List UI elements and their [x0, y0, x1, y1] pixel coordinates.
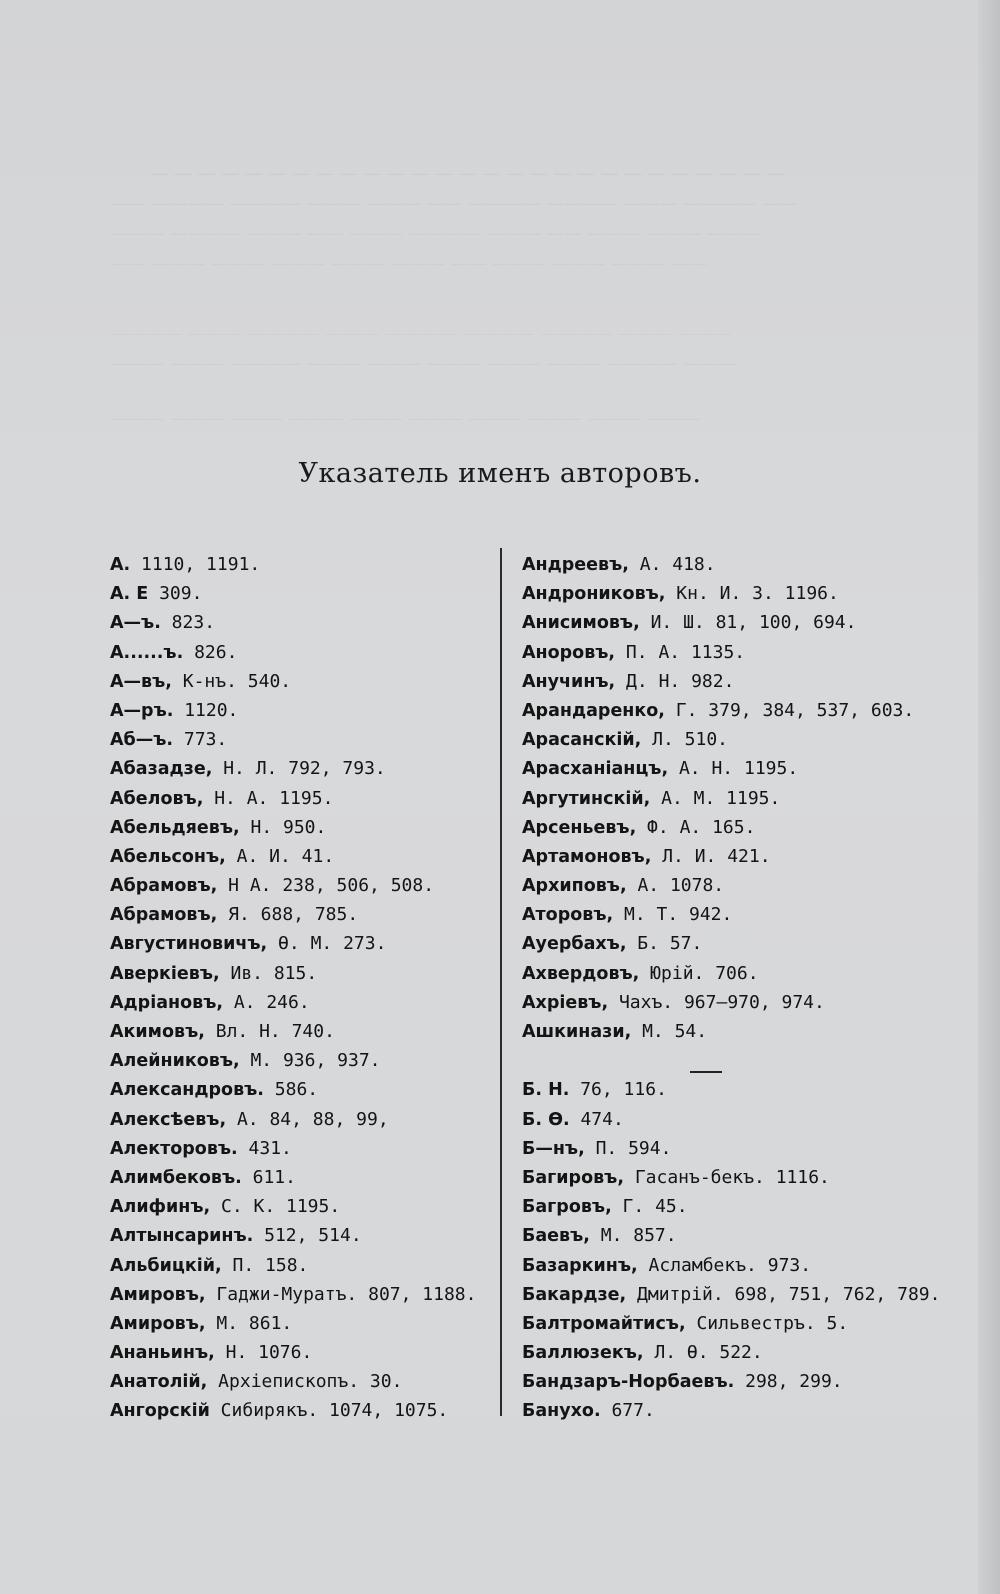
index-entry: Абельдяевъ, Н. 950.	[110, 816, 327, 838]
index-entry: Алейниковъ, М. 936, 937.	[110, 1050, 381, 1072]
index-entry: Алифинъ, С. К. 1195.	[110, 1196, 341, 1218]
index-entry: Б. Ѳ. 474.	[522, 1108, 624, 1130]
index-entry: Абеловъ, Н. А. 1195.	[110, 787, 334, 809]
index-entry: Аторовъ, М. Т. 942.	[522, 904, 733, 926]
index-entry: Амировъ, М. 861.	[110, 1312, 293, 1334]
index-entry: Абельсонъ, А. И. 41.	[110, 845, 335, 867]
section-dash	[690, 1071, 722, 1073]
index-entry: Арасанскій, Л. 510.	[522, 729, 729, 751]
index-entry: А—въ, К-нъ. 540.	[110, 670, 292, 692]
index-entry: Багровъ, Г. 45.	[522, 1196, 688, 1218]
index-entry: Артамоновъ, Л. И. 421.	[522, 845, 771, 867]
index-entry: Ангорскій Сибирякъ. 1074, 1075.	[110, 1400, 449, 1422]
index-entry: Аргутинскій, А. М. 1195.	[522, 787, 781, 809]
index-entry: Аверкіевъ, Ив. 815.	[110, 962, 318, 984]
index-entry: Аб—ъ. 773.	[110, 729, 228, 751]
index-entry: Банухо. 677.	[522, 1400, 655, 1422]
index-entry: Баллюзекъ, Л. Ѳ. 522.	[522, 1342, 763, 1364]
index-entry: Ананьинъ, Н. 1076.	[110, 1342, 313, 1364]
index-entry: Балтромайтисъ, Сильвестръ. 5.	[522, 1312, 849, 1334]
index-entry: Ауербахъ, Б. 57.	[522, 933, 703, 955]
index-entry: Ашкинази, М. 54.	[522, 1021, 708, 1042]
index-entry: Бакардзе, Дмитрій. 698, 751, 762, 789.	[522, 1283, 941, 1305]
bleed-through-text: ———— ——— ———— ——— ———— ———— ———— ——— ———	[110, 323, 732, 344]
index-entry: Баевъ, М. 857.	[522, 1225, 677, 1247]
bleed-through-text: — — — — — — — — — — — — — — — — — — — — — — — — — — —	[150, 163, 785, 184]
index-entry: А. Е 309.	[110, 583, 203, 605]
index-entry: Б—нъ, П. 594.	[522, 1137, 672, 1159]
bleed-through-text: ——— ——— ———— ——— ——— ——— ——— ——— ———— ———	[110, 353, 738, 374]
index-entry: Адріановъ, А. 246.	[110, 991, 310, 1013]
index-entry: Августиновичъ, Ѳ. М. 273.	[110, 933, 387, 955]
index-entry: Анисимовъ, И. Ш. 81, 100, 694.	[522, 612, 857, 634]
page-edge-shadow	[978, 0, 1000, 1594]
bleed-through-text: —— ——— ——— ——— ——— ——— —— ——— ——— ——— ——	[110, 253, 708, 274]
index-entry: Бандзаръ-Норбаевъ. 298, 299.	[522, 1371, 843, 1393]
index-entry: Абрамовъ, Н А. 238, 506, 508.	[110, 875, 435, 897]
index-entry: Амировъ, Гаджи-Муратъ. 807, 1188.	[110, 1283, 477, 1305]
left-column	[110, 550, 490, 1426]
column-divider	[500, 548, 502, 1416]
index-entry: Базаркинъ, Асламбекъ. 973.	[522, 1254, 812, 1276]
index-entry: Алексѣевъ, А. 84, 88, 99,	[110, 1108, 389, 1130]
index-entry: А—ръ. 1120.	[110, 699, 239, 721]
index-entry: Арасханіанцъ, А. Н. 1195.	[522, 758, 799, 780]
bleed-through-text: ——— ——— ——— ——— ——— ——— ——— ——— ——— ———	[110, 408, 702, 429]
index-entry: Анатолій, Архіепископъ. 30.	[110, 1371, 403, 1393]
index-entry: Аноровъ, П. А. 1135.	[522, 641, 746, 663]
index-entry: Андреевъ, А. 418.	[522, 554, 716, 575]
index-entry: Александровъ. 586.	[110, 1079, 319, 1101]
index-entry: Архиповъ, А. 1078.	[522, 875, 725, 897]
index-entry: Б. Н. 76, 116.	[522, 1079, 667, 1101]
index-entry: А—ъ. 823.	[110, 612, 216, 634]
index-entry: Арандаренко, Г. 379, 384, 537, 603.	[522, 699, 915, 721]
page-title: Указатель именъ авторовъ.	[298, 458, 702, 489]
index-entry: Андрониковъ, Кн. И. З. 1196.	[522, 583, 839, 605]
letter-section-gap	[522, 1046, 922, 1075]
index-entry: Алимбековъ. 611.	[110, 1166, 296, 1188]
index-entry: Альбицкій, П. 158.	[110, 1254, 309, 1276]
index-entry: Алтынсаринъ. 512, 514.	[110, 1225, 362, 1247]
index-entry: А. 1110, 1191.	[110, 554, 261, 575]
index-entry: Анучинъ, Д. Н. 982.	[522, 670, 735, 692]
bleed-through-text: —— ———— ———— ——— ——— —— ———— ———— ——— ———— ——	[110, 193, 798, 214]
index-entry: Абрамовъ, Я. 688, 785.	[110, 904, 359, 926]
index-entry: А......ъ. 826.	[110, 641, 238, 663]
index-entry: Ахріевъ, Чахъ. 967—970, 974.	[522, 991, 825, 1013]
index-entry: Арсеньевъ, Ф. А. 165.	[522, 816, 756, 838]
index-entry: Алекторовъ. 431.	[110, 1137, 292, 1159]
index-entry: Багировъ, Гасанъ-бекъ. 1116.	[522, 1166, 830, 1188]
index-entry: Ахвердовъ, Юрій. 706.	[522, 962, 759, 984]
bleed-through-text: ——— ———— ——— —— ——— ———— ——— —— ——— ——— ———	[110, 223, 762, 244]
index-entry: Абазадзе, Н. Л. 792, 793.	[110, 758, 386, 780]
right-column	[522, 550, 941, 1426]
index-entry: Акимовъ, Вл. Н. 740.	[110, 1021, 335, 1042]
